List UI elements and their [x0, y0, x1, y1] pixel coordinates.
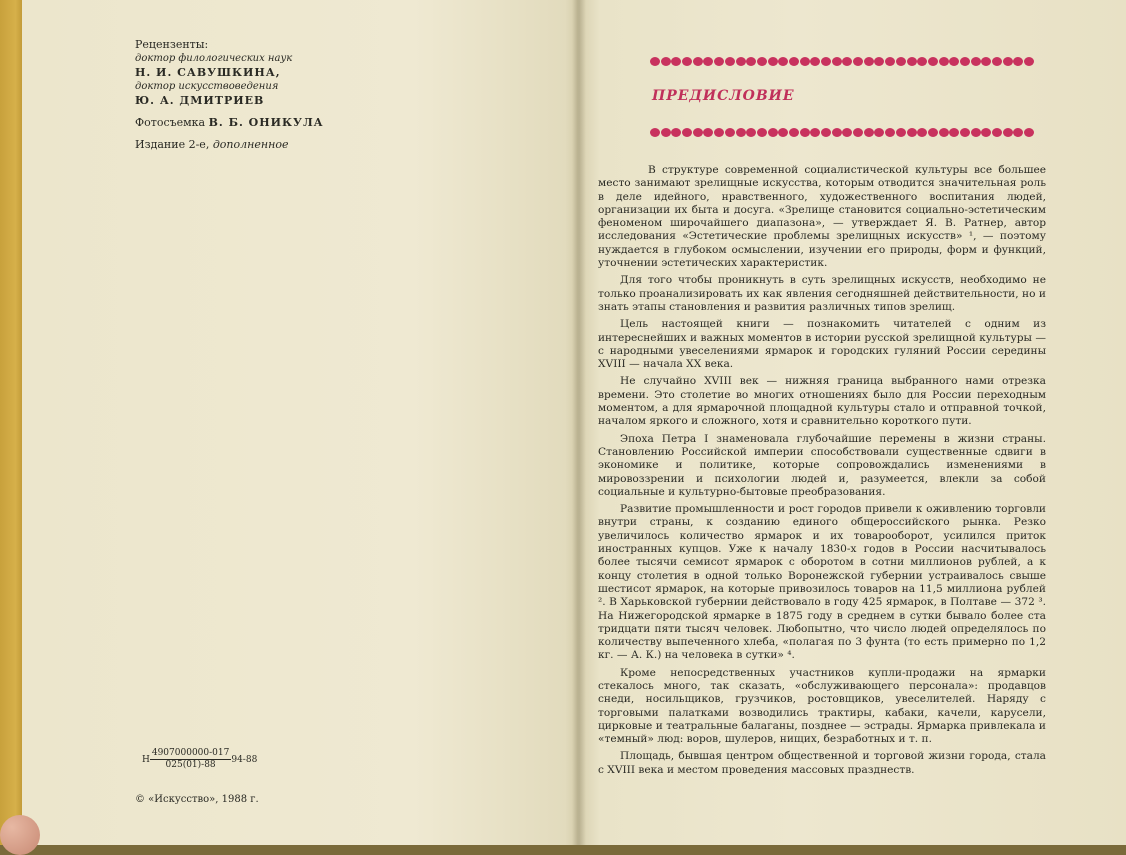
- ornament-dot: [800, 128, 810, 137]
- ornament-dot: [757, 128, 767, 137]
- ornament-dot: [768, 128, 778, 137]
- ornament-dot: [725, 57, 735, 66]
- ornament-dot: [971, 57, 981, 66]
- ornament-dot: [671, 128, 681, 137]
- ornament-dot: [778, 128, 788, 137]
- ornament-dot: [992, 128, 1002, 137]
- paragraph: Для того чтобы проникнуть в суть зрелищных искусств, необходимо не только проанализировать их как явления сегодняшней действительности, но и знать этапы становления и развития различных типов зрелищ.: [598, 274, 1046, 313]
- ornament-dot: [693, 57, 703, 66]
- reviewer1-name: Н. И. САВУШКИНА,: [135, 66, 281, 79]
- ornament-dot: [789, 128, 799, 137]
- ornament-dot: [821, 128, 831, 137]
- ornament-bottom: [650, 128, 1042, 138]
- imprint-block: [135, 38, 455, 152]
- ornament-dot: [981, 128, 991, 137]
- ornament-dot: [960, 128, 970, 137]
- ornament-dot: [949, 57, 959, 66]
- paragraph: Кроме непосредственных участников купли-продажи на ярмарки стекалось много, так сказать, «обслуживающего персонала»: продавцов снеди, носильщиков, грузчиков, ростовщиков, увеселителей. Наряду с торговыми палатками возводились трактиры, кабаки, качели, карусели, цирковые и театральные балаганы, позднее — эстрады. Ярмарка привлекала и «темный» люд: воров, шулеров, нищих, безработных и т. п.: [598, 666, 1046, 746]
- ornament-dot: [917, 128, 927, 137]
- reviewer1-title: доктор филологических наук: [135, 53, 293, 64]
- ornament-dot: [725, 128, 735, 137]
- thumb: [0, 815, 40, 855]
- ornament-dot: [864, 57, 874, 66]
- ornament-dot: [896, 128, 906, 137]
- ornament-dot: [810, 128, 820, 137]
- ornament-dot: [746, 128, 756, 137]
- edition-prefix: Издание 2-е,: [135, 138, 210, 151]
- reviewers-label: Рецензенты:: [135, 38, 209, 51]
- ornament-dot: [853, 128, 863, 137]
- ornament-dot: [960, 57, 970, 66]
- ornament-dot: [821, 57, 831, 66]
- ornament-dot: [949, 128, 959, 137]
- ornament-dot: [885, 57, 895, 66]
- ornament-dot: [885, 128, 895, 137]
- ornament-dot: [939, 57, 949, 66]
- ornament-dot: [661, 57, 671, 66]
- copyright: © «Искусство», 1988 г.: [135, 794, 259, 805]
- catalog-code: [142, 748, 257, 771]
- ornament-dot: [661, 128, 671, 137]
- ornament-dot: [1003, 57, 1013, 66]
- ornament-dot: [864, 128, 874, 137]
- ornament-dot: [1024, 128, 1034, 137]
- ornament-dot: [874, 57, 884, 66]
- ornament-dot: [917, 57, 927, 66]
- ornament-dot: [714, 57, 724, 66]
- ornament-dot: [939, 128, 949, 137]
- catalog-letter: Н: [142, 755, 150, 765]
- ornament-dot: [1024, 57, 1034, 66]
- paragraph: Цель настоящей книги — познакомить читателей с одним из интереснейших и важных моментов в истории русской зрелищной культуры — с народными увеселениями ярмарок и городских гуляний России середины XVIII — начала XX века.: [598, 318, 1046, 371]
- catalog-fraction: [150, 748, 231, 771]
- ornament-dot: [800, 57, 810, 66]
- book-gutter: [572, 0, 586, 845]
- ornament-dot: [1003, 128, 1013, 137]
- ornament-dot: [682, 57, 692, 66]
- catalog-denominator: 025(01)-88: [165, 760, 216, 770]
- ornament-dot: [907, 128, 917, 137]
- ornament-dot: [907, 57, 917, 66]
- preface-body: [598, 164, 1046, 781]
- catalog-numerator: 4907000000-017: [151, 748, 230, 758]
- ornament-dot: [842, 57, 852, 66]
- ornament-dot: [853, 57, 863, 66]
- edition-suffix: дополненное: [212, 138, 289, 151]
- reviewer2-name: Ю. А. ДМИТРИЕВ: [135, 94, 265, 107]
- ornament-dot: [928, 57, 938, 66]
- ornament-dot: [650, 128, 660, 137]
- ornament-top: [650, 57, 1042, 67]
- paragraph: Не случайно XVIII век — нижняя граница выбранного нами отрезка времени. Это столетие во многих отношениях было для России переходным моментом, а для ярмарочной площадной культуры стало и отправной точкой, началом яркого и сложного, хотя и сравнительно короткого пути.: [598, 375, 1046, 428]
- ornament-dot: [992, 57, 1002, 66]
- paragraph: Площадь, бывшая центром общественной и торговой жизни города, стала с XVIII века и местом проведения массовых празднеств.: [598, 750, 1046, 776]
- page-title: ПРЕДИСЛОВИЕ: [652, 88, 795, 104]
- reviewer2-title: доктор искусствоведения: [135, 81, 279, 92]
- catalog-suffix: 94-88: [231, 755, 258, 765]
- ornament-dot: [810, 57, 820, 66]
- ornament-dot: [693, 128, 703, 137]
- ornament-dot: [682, 128, 692, 137]
- ornament-dot: [671, 57, 681, 66]
- ornament-dot: [832, 57, 842, 66]
- ornament-dot: [1013, 128, 1023, 137]
- ornament-dot: [714, 128, 724, 137]
- ornament-dot: [832, 128, 842, 137]
- ornament-dot: [971, 128, 981, 137]
- ornament-dot: [928, 128, 938, 137]
- photo-credit: [135, 116, 455, 130]
- ornament-dot: [842, 128, 852, 137]
- ornament-dot: [874, 128, 884, 137]
- ornament-dot: [703, 128, 713, 137]
- photo-label: Фотосъемка: [135, 116, 206, 129]
- ornament-dot: [746, 57, 756, 66]
- ornament-dot: [650, 57, 660, 66]
- ornament-dot: [789, 57, 799, 66]
- ornament-dot: [768, 57, 778, 66]
- paragraph: В структуре современной социалистической культуры все большее место занимают зрелищные искусства, которым отводится значительная роль в деле идейного, нравственного, художественного воспитания людей, организации их быта и досуга. «Зрелище становится социально-эстетическим феноменом широчайшего диапазона», — утверждает Я. В. Ратнер, автор исследования «Эстетические проблемы зрелищных искусств» ¹, — поэтому нуждается в глубоком осмыслении, изучении его природы, форм и функций, уточнении эстетических характеристик.: [598, 164, 1046, 270]
- ornament-dot: [981, 57, 991, 66]
- ornament-dot: [1013, 57, 1023, 66]
- ornament-dot: [896, 57, 906, 66]
- photo-name: В. Б. ОНИКУЛА: [208, 116, 324, 129]
- ornament-dot: [778, 57, 788, 66]
- ornament-dot: [703, 57, 713, 66]
- paragraph: Эпоха Петра I знаменовала глубочайшие перемены в жизни страны. Становлению Российской империи способствовали существенные сдвиги в экономике и политике, которые сопровождались изменениями в мировоззрении и психологии людей и, разумеется, влекли за собой социальные и культурно-бытовые преобразования.: [598, 432, 1046, 498]
- ornament-dot: [757, 57, 767, 66]
- edition-line: [135, 138, 455, 152]
- paragraph: Развитие промышленности и рост городов привели к оживлению торговли внутри страны, к созданию единого общероссийского рынка. Резко увеличилось количество ярмарок и их товарооборот, усилился приток иностранных купцов. Уже к началу 1830-х годов в России насчитывалось более тысячи семисот ярмарок с оборотом в сотни миллионов рублей, а к концу столетия в одной только Воронежской губернии устраивалось свыше шестисот ярмарок, на которые привозилось товаров на 11,5 миллиона рублей ². В Харьковской губернии действовало в году 425 ярмарок, в Полтаве — 372 ³. На Нижегородской ярмарке в 1875 году в среднем в сутки бывало более ста тридцати пяти тысяч человек. Любопытно, что число людей определялось по количеству выпеченного хлеба, «полагая по 3 фунта (то есть примерно по 1,2 кг. — А. К.) на человека в сутки» ⁴.: [598, 503, 1046, 662]
- ornament-dot: [736, 128, 746, 137]
- ornament-dot: [736, 57, 746, 66]
